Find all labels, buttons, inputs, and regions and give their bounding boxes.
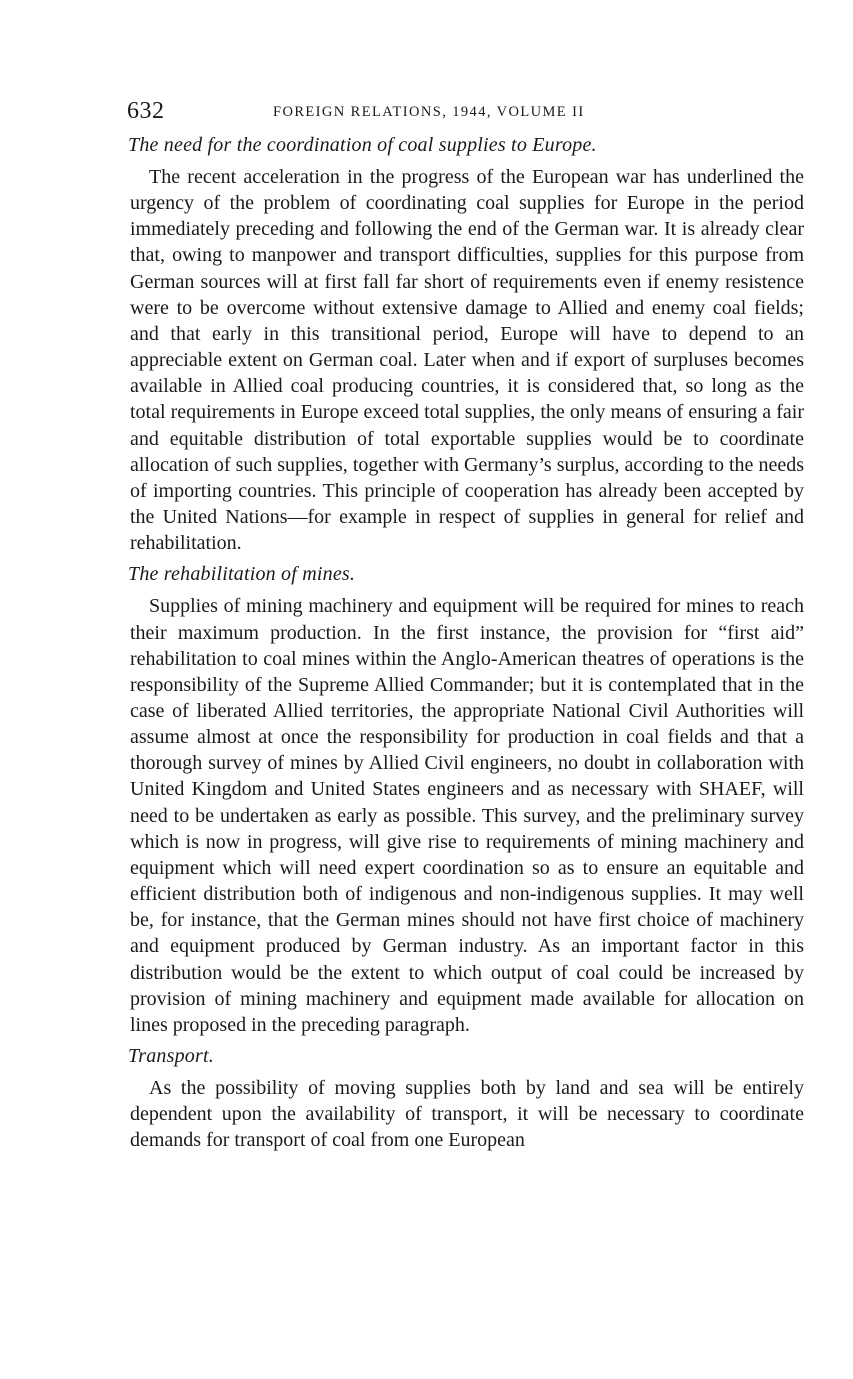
section-heading: The need for the coordination of coal supplies to Europe. <box>128 134 597 156</box>
paragraph: The recent acceleration in the progress of the European war has underlined the urgency of the problem of coordinating coal supplies for Europe in the period immediately preceding and following the end of the German war. It is already clear that, owing to manpower and transport difficulties, supplies for this purpose from German sources will at first fall far short of requirements even if enemy resistence were to be overcome without extensive damage to Allied and enemy coal fields; and that early in this transitional period, Europe will have to depend to an appreciable extent on German coal. Later when and if export of surpluses becomes available in Allied coal producing countries, it is considered that, so long as the total requirements in Europe exceed total supplies, the only means of ensuring a fair and equitable distribution of total exportable supplies would be to coordinate allocation of such supplies, together with Germany’s surplus, according to the needs of importing countries. This principle of cooperation has already been accepted by the United Nations—for example in respect of supplies in general for relief and rehabilitation. <box>130 166 804 555</box>
section-heading: Transport. <box>128 1045 214 1067</box>
running-title: FOREIGN RELATIONS, 1944, VOLUME II <box>273 104 585 120</box>
section-transport <box>130 1043 804 1153</box>
page-number: 632 <box>127 98 165 124</box>
section-heading: The rehabilitation of mines. <box>128 563 356 586</box>
document-page <box>127 96 804 1158</box>
section-coal-coordination <box>130 132 804 556</box>
paragraph: As the possibility of moving supplies both by land and sea will be entirely dependent upon the availability of transport, it will be necessary to coordinate demands for transport of coal from one European <box>130 1077 804 1152</box>
section-rehabilitation-of-mines <box>130 561 804 1038</box>
paragraph: Supplies of mining machinery and equipment will be required for mines to reach their maximum production. In the first instance, the provision for “first aid” rehabilitation to coal mines within the Anglo-American theatres of operations is the responsibility of the Supreme Allied Commander; but it is contemplated that in the case of liberated Allied territories, the appropriate National Civil Authorities will assume almost at once the responsibility for production in coal fields and that a thorough survey of mines by Allied Civil engineers, no doubt in collaboration with United Kingdom and United States engineers and as necessary with SHAEF, will need to be undertaken as early as possible. This survey, and the preliminary survey which is now in progress, will give rise to requirements of mining machinery and equipment which will need expert coordination so as to ensure an equitable and efficient distribution both of indigenous and non-indigenous supplies. It may well be, for instance, that the German mines should not have first choice of machinery and equipment produced by German industry. As an important factor in this distribution would be the extent to which output of coal could be increased by provision of mining machinery and equipment made available for allocation on lines proposed in the preceding paragraph. <box>130 595 804 1036</box>
running-head <box>127 96 804 126</box>
